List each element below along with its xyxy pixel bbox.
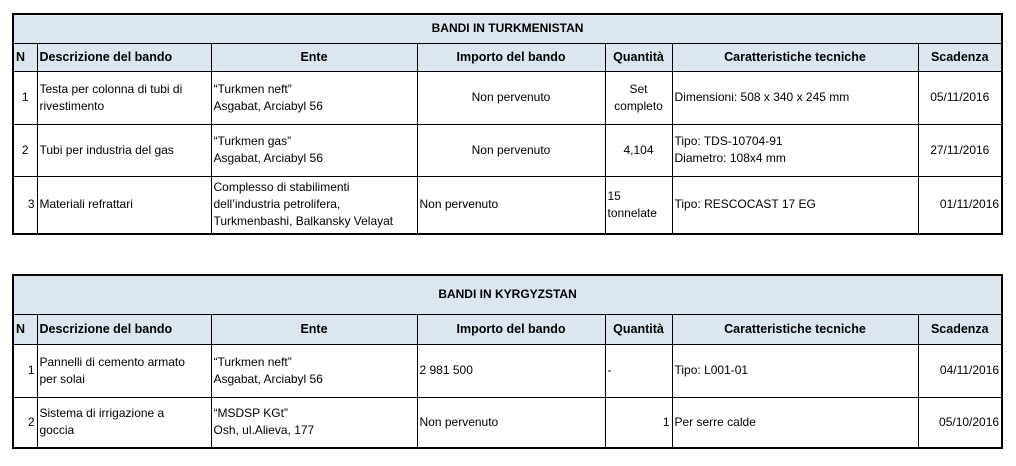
header-importo: Importo del bando: [417, 314, 605, 344]
cell-quantita: Set completo: [605, 71, 672, 124]
header-caratteristiche: Caratteristiche tecniche: [672, 314, 918, 344]
table-row: [13, 176, 1002, 234]
cell-quantita: -: [605, 344, 672, 397]
cell-descrizione: Testa per colonna di tubi di rivestimento: [37, 71, 211, 124]
header-quantita: Quantità: [605, 314, 672, 344]
header-ente: Ente: [211, 314, 417, 344]
cell-descrizione: Tubi per industria del gas: [37, 124, 211, 176]
cell-importo: Non pervenuto: [417, 397, 605, 448]
cell-quantita: 1: [605, 397, 672, 448]
cell-n: 1: [13, 71, 37, 124]
table-row: [13, 397, 1002, 448]
cell-n: 2: [13, 124, 37, 176]
cell-scadenza: 05/11/2016: [918, 71, 1002, 124]
header-importo: Importo del bando: [417, 43, 605, 71]
cell-ente: “Turkmen neft” Asgabat, Arciabyl 56: [211, 71, 417, 124]
table-row: [13, 124, 1002, 176]
cell-quantita: 15 tonnelate: [605, 176, 672, 234]
table-title: BANDI IN KYRGYZSTAN: [13, 275, 1002, 314]
header-scadenza: Scadenza: [918, 43, 1002, 71]
cell-caratteristiche: Per serre calde: [672, 397, 918, 448]
cell-descrizione: Pannelli di cemento armato per solai: [37, 344, 211, 397]
cell-n: 1: [13, 344, 37, 397]
cell-caratteristiche: Tipo: RESCOCAST 17 EG: [672, 176, 918, 234]
header-descrizione: Descrizione del bando: [37, 314, 211, 344]
table-row: [13, 71, 1002, 124]
cell-scadenza: 01/11/2016: [918, 176, 1002, 234]
cell-descrizione: Materiali refrattari: [37, 176, 211, 234]
cell-importo: Non pervenuto: [417, 124, 605, 176]
cell-scadenza: 05/10/2016: [918, 397, 1002, 448]
cell-importo: Non pervenuto: [417, 71, 605, 124]
cell-ente: Complesso di stabilimenti dell’industria petrolifera, Turkmenbashi, Balkansky Velayat: [211, 176, 417, 234]
table-row: [13, 344, 1002, 397]
cell-caratteristiche: Dimensioni: 508 x 340 x 245 mm: [672, 71, 918, 124]
cell-ente: “Turkmen neft” Asgabat, Arciabyl 56: [211, 344, 417, 397]
cell-scadenza: 27/11/2016: [918, 124, 1002, 176]
cell-quantita: 4,104: [605, 124, 672, 176]
header-ente: Ente: [211, 43, 417, 71]
cell-descrizione: Sistema di irrigazione a goccia: [37, 397, 211, 448]
header-quantita: Quantità: [605, 43, 672, 71]
table-title: BANDI IN TURKMENISTAN: [13, 14, 1002, 43]
header-caratteristiche: Caratteristiche tecniche: [672, 43, 918, 71]
cell-ente: “MSDSP KGt” Osh, ul.Alieva, 177: [211, 397, 417, 448]
cell-caratteristiche: Tipo: TDS-10704-91 Diametro: 108x4 mm: [672, 124, 918, 176]
cell-ente: “Turkmen gas” Asgabat, Arciabyl 56: [211, 124, 417, 176]
cell-n: 3: [13, 176, 37, 234]
header-scadenza: Scadenza: [918, 314, 1002, 344]
table-kyrgyzstan: [12, 274, 1003, 449]
cell-importo: Non pervenuto: [417, 176, 605, 234]
header-n: N: [13, 43, 37, 71]
cell-importo: 2 981 500: [417, 344, 605, 397]
cell-caratteristiche: Tipo: L001-01: [672, 344, 918, 397]
cell-n: 2: [13, 397, 37, 448]
cell-scadenza: 04/11/2016: [918, 344, 1002, 397]
header-n: N: [13, 314, 37, 344]
header-descrizione: Descrizione del bando: [37, 43, 211, 71]
table-turkmenistan: [12, 13, 1003, 235]
